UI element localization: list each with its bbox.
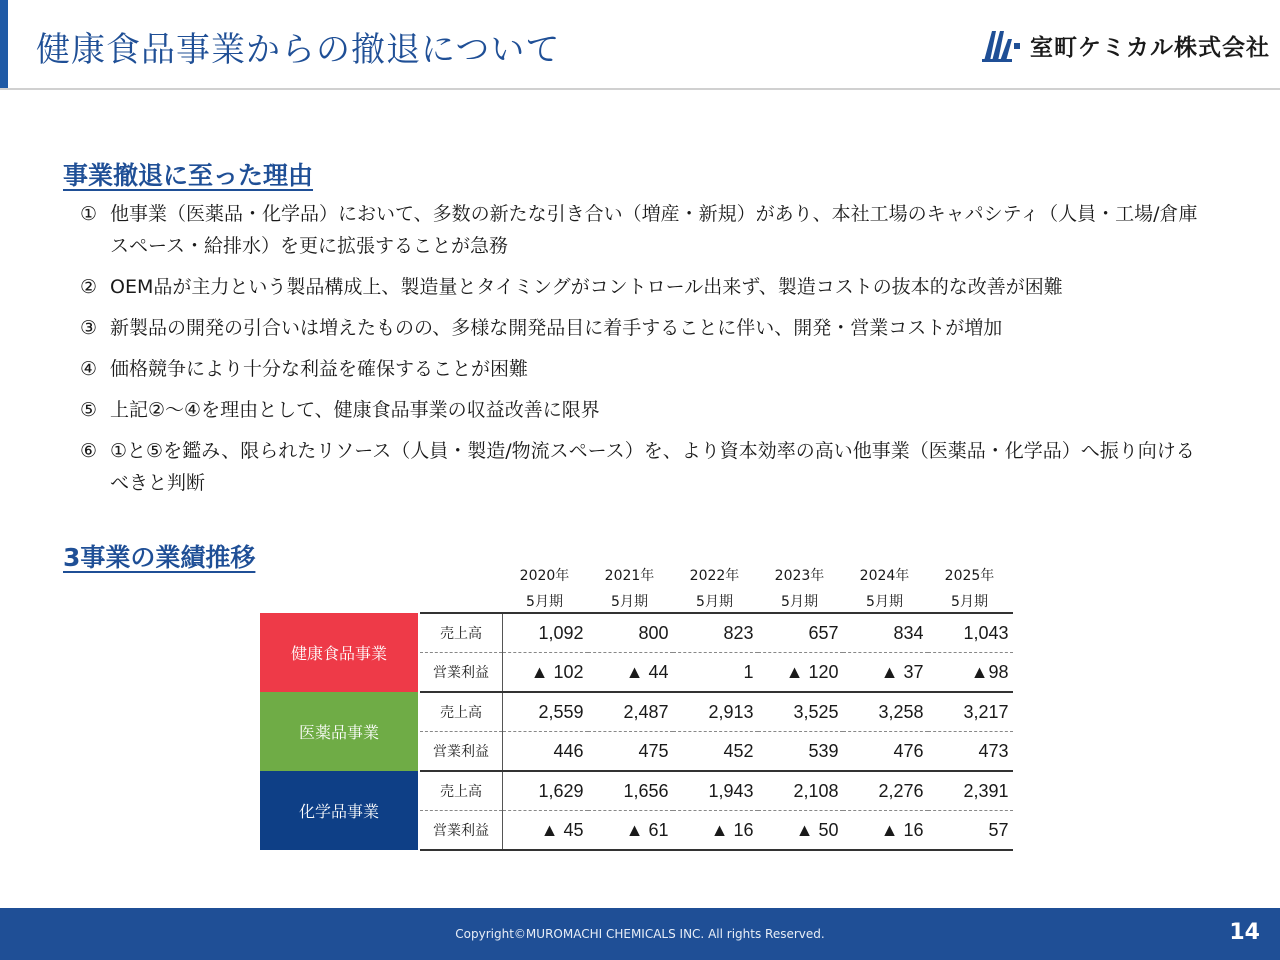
table-cell: 3,217 <box>928 692 1013 732</box>
reason-number: ④ <box>80 358 98 380</box>
metric-label: 営業利益 <box>419 732 503 772</box>
year-label: 2020年 <box>519 568 570 584</box>
table-cell: 1,043 <box>928 613 1013 653</box>
period-label: 5月期 <box>696 594 733 610</box>
table-cell: 2,913 <box>673 692 758 732</box>
table-cell: 57 <box>928 811 1013 851</box>
slide-header <box>0 0 1280 90</box>
company-name: 室町ケミカル株式会社 <box>1030 34 1270 61</box>
table-row <box>260 613 1013 653</box>
metric-label: 営業利益 <box>419 811 503 851</box>
table-cell: 2,276 <box>843 771 928 811</box>
reason-number: ⑥ <box>80 440 98 462</box>
table-cell: 1,629 <box>503 771 588 811</box>
table-cell: ▲ 102 <box>503 653 588 693</box>
performance-heading: 3事業の業績推移 <box>63 543 256 572</box>
table-cell: 475 <box>588 732 673 772</box>
reason-item <box>80 198 1200 262</box>
year-label: 2025年 <box>944 568 995 584</box>
metric-label: 売上高 <box>419 692 503 732</box>
reason-text: 上記②～④を理由として、健康食品事業の収益改善に限界 <box>110 399 600 421</box>
reason-text: 新製品の開発の引合いは増えたものの、多様な開発品目に着手することに伴い、開発・営業コストが増加 <box>110 317 1003 339</box>
table-row <box>260 692 1013 732</box>
metric-label: 売上高 <box>419 771 503 811</box>
copyright-text: Copyright©MUROMACHI CHEMICALS INC. All rights Reserved. <box>455 927 825 941</box>
year-label: 2021年 <box>604 568 655 584</box>
metric-label: 営業利益 <box>419 653 503 693</box>
period-label: 5月期 <box>866 594 903 610</box>
segment-name: 化学品事業 <box>260 771 419 850</box>
company-logo <box>982 26 1270 64</box>
table-cell: 2,108 <box>758 771 843 811</box>
table-cell: 446 <box>503 732 588 772</box>
reasons-list <box>80 198 1200 508</box>
company-logo-icon <box>982 27 1024 63</box>
table-cell: 823 <box>673 613 758 653</box>
reason-item <box>80 271 1200 303</box>
year-header <box>757 563 842 615</box>
reason-item <box>80 353 1200 385</box>
year-header <box>927 563 1012 615</box>
reason-text: 他事業（医薬品・化学品）において、多数の新たな引き合い（増産・新規）があり、本社工場のキャパシティ（人員・工場/倉庫スペース・給排水）を更に拡張することが急務 <box>110 203 1198 257</box>
year-label: 2023年 <box>774 568 825 584</box>
table-row <box>260 771 1013 811</box>
page-title: 健康食品事業からの撤退について <box>36 30 561 70</box>
slide-footer <box>0 908 1280 960</box>
reason-item <box>80 312 1200 344</box>
period-label: 5月期 <box>611 594 648 610</box>
table-cell: 539 <box>758 732 843 772</box>
table-cell: ▲ 16 <box>673 811 758 851</box>
table-cell: 2,487 <box>588 692 673 732</box>
year-label: 2022年 <box>689 568 740 584</box>
reason-text: ①と⑤を鑑み、限られたリソース（人員・製造/物流スペース）を、より資本効率の高い他事業（医薬品・化学品）へ振り向けるべきと判断 <box>110 440 1195 494</box>
table-cell: ▲ 120 <box>758 653 843 693</box>
table-cell: ▲ 16 <box>843 811 928 851</box>
table-cell: 834 <box>843 613 928 653</box>
table-cell: 657 <box>758 613 843 653</box>
table-cell: 3,258 <box>843 692 928 732</box>
period-label: 5月期 <box>781 594 818 610</box>
table-cell: ▲ 50 <box>758 811 843 851</box>
table-cell: ▲ 37 <box>843 653 928 693</box>
year-header <box>672 563 757 615</box>
table-cell: 452 <box>673 732 758 772</box>
table-cell: 1,092 <box>503 613 588 653</box>
table-cell: 1 <box>673 653 758 693</box>
table-cell: ▲ 44 <box>588 653 673 693</box>
table-cell: 1,943 <box>673 771 758 811</box>
reason-text: 価格競争により十分な利益を確保することが困難 <box>110 358 529 380</box>
page-number: 14 <box>1229 920 1260 945</box>
period-label: 5月期 <box>526 594 563 610</box>
year-header <box>587 563 672 615</box>
reason-number: ① <box>80 203 98 225</box>
table-cell: 3,525 <box>758 692 843 732</box>
year-header <box>502 563 587 615</box>
segment-name: 健康食品事業 <box>260 613 419 692</box>
year-header <box>842 563 927 615</box>
year-label: 2024年 <box>859 568 910 584</box>
table-cell: ▲98 <box>928 653 1013 693</box>
segment-name: 医薬品事業 <box>260 692 419 771</box>
reason-item <box>80 394 1200 426</box>
table-cell: ▲ 45 <box>503 811 588 851</box>
table-cell: 1,656 <box>588 771 673 811</box>
table-cell: 476 <box>843 732 928 772</box>
table-cell: 2,559 <box>503 692 588 732</box>
table-cell: 800 <box>588 613 673 653</box>
table-cell: 473 <box>928 732 1013 772</box>
performance-table <box>260 612 1013 851</box>
header-accent-bar <box>0 0 8 88</box>
period-label: 5月期 <box>951 594 988 610</box>
table-cell: ▲ 61 <box>588 811 673 851</box>
table-cell: 2,391 <box>928 771 1013 811</box>
reasons-heading: 事業撤退に至った理由 <box>63 161 314 190</box>
reason-item <box>80 435 1200 499</box>
metric-label: 売上高 <box>419 613 503 653</box>
reason-number: ② <box>80 276 98 298</box>
reason-text: OEM品が主力という製品構成上、製造量とタイミングがコントロール出来ず、製造コストの抜本的な改善が困難 <box>110 276 1063 298</box>
reason-number: ③ <box>80 317 98 339</box>
reason-number: ⑤ <box>80 399 98 421</box>
